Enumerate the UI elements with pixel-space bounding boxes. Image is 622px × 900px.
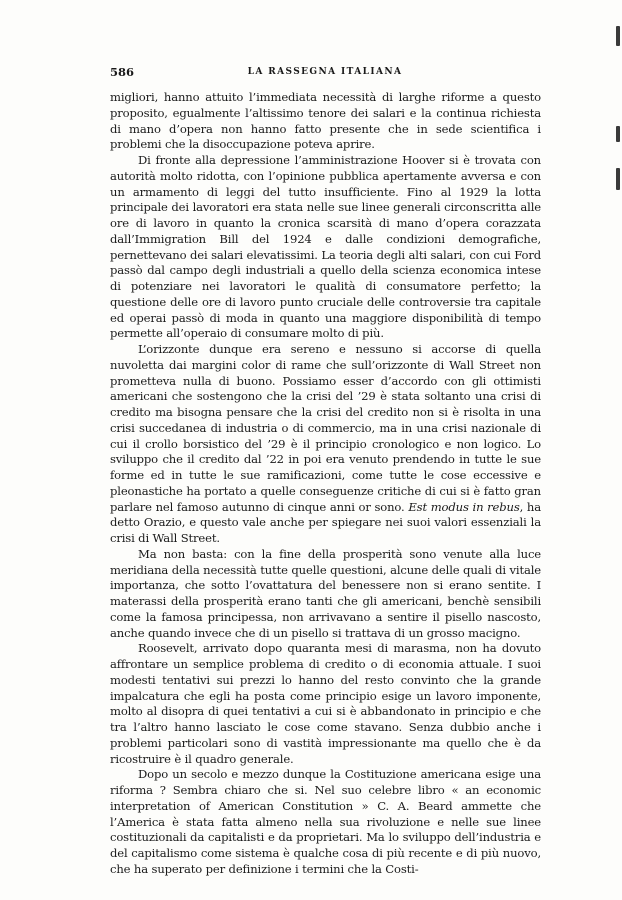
- page-header: [110, 64, 540, 80]
- paragraph-1: migliori, hanno attuito l’immediata necessità di larghe riforme a questo proposito, egualmente l’altissimo tenore dei salari e la continua richiesta di mano d’opera non hanno fatto presente che in sede scientifica i problemi che la disoccupazione poteva aprire.: [110, 90, 541, 152]
- paragraph-4: Ma non basta: con la fine della prosperità sono venute alla luce meridiana della necessità tutte quelle questioni, alcune delle quali di vitale importanza, che sotto l’ovattatura del benessere non si erano sentite. I materassi della prosperità erano tanti che gli americani, benchè sensibili come la famosa principessa, non arrivavano a sentire il pisello nascosto, anche quando invece che di un pisello si trattava di un grosso macigno.: [110, 546, 541, 640]
- page-number: 586: [110, 65, 135, 79]
- latin-quote-emphasis: Est modus in rebus: [408, 499, 520, 514]
- body-text: [110, 90, 541, 878]
- paragraph-5: Roosevelt, arrivato dopo quaranta mesi di marasma, non ha dovuto affrontare un semplice problema di credito o di economia attuale. I suoi modesti tentativi sui prezzi lo hanno del resto convinto che la grande impalcatura che egli ha posta come principio esige un lavoro imponente, molto al disopra di quei tentativi a cui si è abbandonato in principio e che tra l’altro hanno lasciato le cose come stavano. Senza dubbio anche i problemi particolari sono di vastità impressionante ma quello che è da ricostruire è il quadro generale.: [110, 641, 541, 766]
- paragraph-2: Di fronte alla depressione l’amministrazione Hoover si è trovata con autorità molto ridotta, con l’opinione pubblica apertamente avversa e con un armamento di leggi del tutto insufficiente. Fino al 1929 la lotta principale dei lavoratori era stata nelle sue linee generali circonscritta alle ore di lavoro in quanto la cronica scarsità di mano d’opera corazzata dall’Immigration Bill del 1924 e dalle condizioni demografiche, pernettevano dei salari elevatissimi. La teoria degli alti salari, con cui Ford passò dal campo degli industriali a quello della scienza economica intese di potenziare nei lavoratori le qualità di consumatore perfetto; la questione delle ore di lavoro punto cruciale delle controversie tra capitale ed operai passò di moda in quanto una maggiore disponibilità di tempo permette all’operaio di consumare molto di più.: [110, 153, 541, 341]
- paragraph-3: [110, 342, 541, 547]
- paragraph-3-text-after: , ha detto Orazio, e questo vale anche per spiegare nei suoi valori essenziali la crisi di Wall Street.: [110, 499, 541, 545]
- running-title: LA RASSEGNA ITALIANA: [247, 67, 403, 77]
- paragraph-3-text-before: L’orizzonte dunque era sereno e nessuno si accorse di quella nuvoletta dai margini color di rame che sull’orizzonte di Wall Street non prometteva nulla di buono. Possiamo esser d’accordo con gli ottimisti americani che sostengono che la crisi del ’29 è stata soltanto una crisi di credito ma bisogna pensare che la crisi del credito non si è risolta in una crisi succedanea di industria o di commercio, ma in una crisi nazionale di cui il crollo borsistico del ’29 è il principio cronologico e non logico. Lo sviluppo che il credito dal ’22 in poi era venuto prendendo in tutte le sue forme ed in tutte le sue ramificazioni, come tutte le cose eccessive e pleonastiche ha portato a quelle conseguenze critiche di cui si è fatto gran parlare nel famoso autunno di cinque anni or sono.: [110, 342, 541, 514]
- paragraph-6: Dopo un secolo e mezzo dunque la Costituzione americana esige una riforma ? Sembra chiaro che si. Nel suo celebre libro « an economic interpretation of American Constitution » C. A. Beard ammette che l’America è stata fatta almeno nella sua rivoluzione e nelle sue linee costituzionali da capitalisti e da proprietari. Ma lo sviluppo dell’industria e del capitalismo come sistema è qualche cosa di più recente e di più nuovo, che ha superato per definizione i termini che la Costi-: [110, 767, 541, 876]
- scan-edge-mark: [616, 26, 620, 46]
- scan-edge-mark: [616, 126, 620, 142]
- scan-edge-mark: [616, 168, 620, 190]
